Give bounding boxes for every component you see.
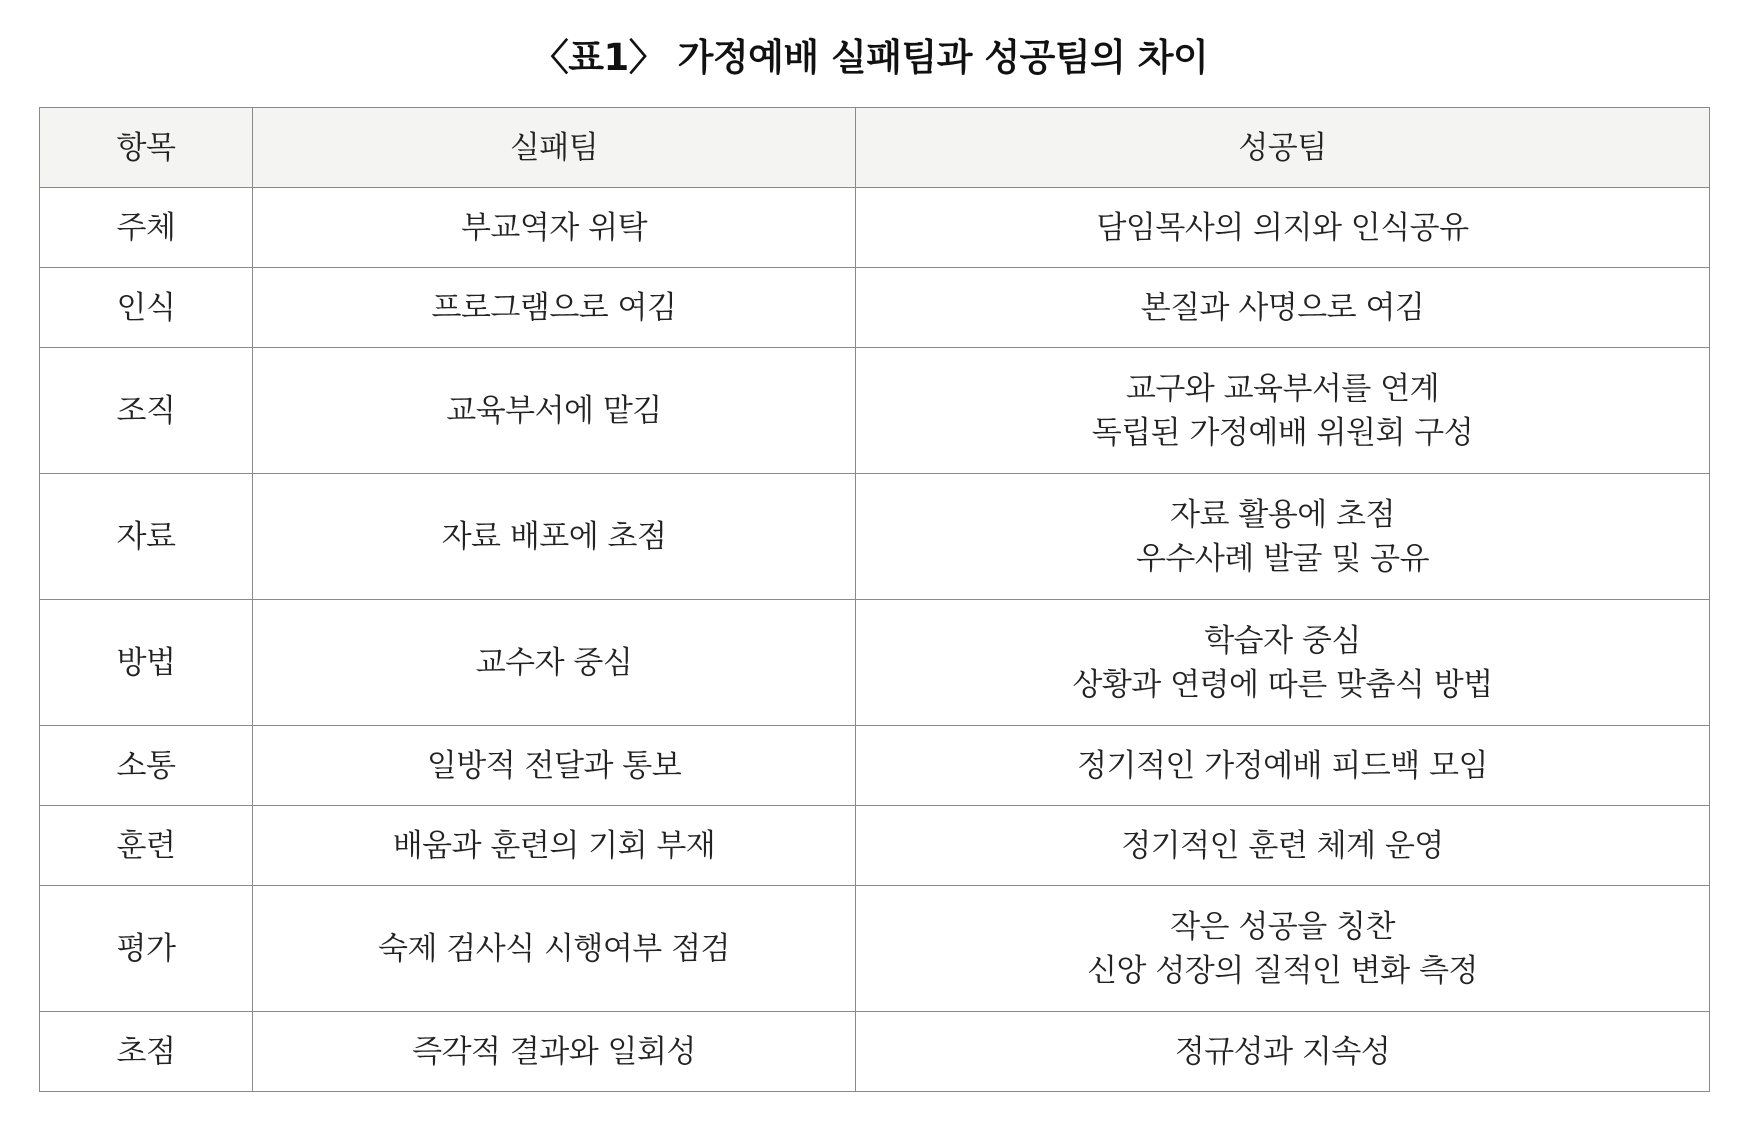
fail-cell: 즉각적 결과와 일회성 [253, 1012, 856, 1092]
success-line: 상황과 연령에 따른 맞춤식 방법 [1072, 666, 1493, 703]
table-row [40, 188, 1710, 268]
item-cell: 조직 [40, 348, 253, 474]
success-cell [856, 886, 1710, 1012]
success-line: 학습자 중심 [1204, 622, 1361, 659]
success-line: 정규성과 지속성 [1174, 1033, 1391, 1070]
fail-cell: 프로그램으로 여김 [253, 268, 856, 348]
success-line: 작은 성공을 칭찬 [1170, 908, 1395, 945]
success-cell [856, 1012, 1710, 1092]
table-row [40, 886, 1710, 1012]
fail-cell: 자료 배포에 초점 [253, 474, 856, 600]
comparison-table [39, 107, 1710, 1092]
table-row [40, 600, 1710, 726]
table-row [40, 726, 1710, 806]
column-header-fail-team: 실패팀 [253, 108, 856, 188]
success-cell [856, 268, 1710, 348]
fail-cell: 교수자 중심 [253, 600, 856, 726]
success-cell [856, 188, 1710, 268]
success-cell [856, 348, 1710, 474]
success-line: 신앙 성장의 질적인 변화 측정 [1087, 952, 1478, 989]
fail-cell: 일방적 전달과 통보 [253, 726, 856, 806]
success-line: 독립된 가정예배 위원회 구성 [1091, 414, 1474, 451]
item-cell: 주체 [40, 188, 253, 268]
table-row [40, 348, 1710, 474]
item-cell: 소통 [40, 726, 253, 806]
success-line: 본질과 사명으로 여김 [1140, 289, 1425, 326]
item-cell: 인식 [40, 268, 253, 348]
fail-cell: 부교역자 위탁 [253, 188, 856, 268]
table-header-row [40, 108, 1710, 188]
table-row [40, 474, 1710, 600]
column-header-item: 항목 [40, 108, 253, 188]
success-line: 자료 활용에 초점 [1170, 496, 1395, 533]
item-cell: 훈련 [40, 806, 253, 886]
success-line: 정기적인 가정예배 피드백 모임 [1077, 747, 1488, 784]
success-cell [856, 806, 1710, 886]
table-row [40, 268, 1710, 348]
table-row [40, 1012, 1710, 1092]
success-cell [856, 474, 1710, 600]
success-line: 정기적인 훈련 체계 운영 [1121, 827, 1444, 864]
fail-cell: 배움과 훈련의 기회 부재 [253, 806, 856, 886]
success-cell [856, 600, 1710, 726]
success-cell [856, 726, 1710, 806]
fail-cell: 교육부서에 맡김 [253, 348, 856, 474]
success-line: 교구와 교육부서를 연계 [1125, 370, 1440, 407]
success-line: 담임목사의 의지와 인식공유 [1096, 209, 1469, 246]
column-header-success-team: 성공팀 [856, 108, 1710, 188]
item-cell: 자료 [40, 474, 253, 600]
item-cell: 초점 [40, 1012, 253, 1092]
table-title: 〈표1〉 가정예배 실패팀과 성공팀의 차이 [531, 36, 1209, 79]
fail-cell: 숙제 검사식 시행여부 점검 [253, 886, 856, 1012]
item-cell: 방법 [40, 600, 253, 726]
table-row [40, 806, 1710, 886]
success-line: 우수사례 발굴 및 공유 [1135, 540, 1430, 577]
item-cell: 평가 [40, 886, 253, 1012]
table-body [40, 188, 1710, 1092]
